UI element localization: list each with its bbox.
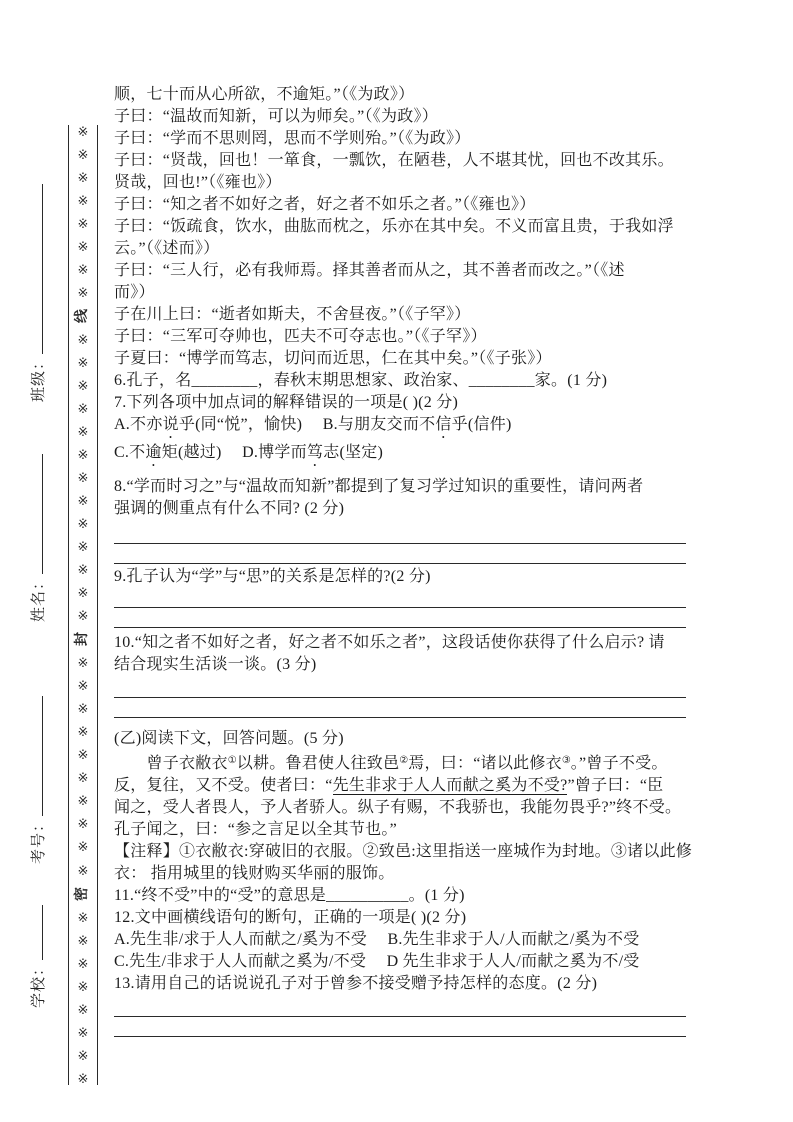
note-marker: ② <box>399 755 409 766</box>
text-segment: 子曰：“温故而知新，可以为师矣。”（《为政》） <box>114 108 438 125</box>
text-segment: A.不亦 <box>114 416 163 433</box>
text-line <box>114 841 693 863</box>
seal-asterisk: ※ <box>77 216 89 232</box>
text-line <box>114 797 686 819</box>
text-segment: 13.请用自己的话说说孔子对于曾参不接受赠予持怎样的态度。(2 分) <box>114 975 598 992</box>
text-segment: 贤哉，回也!”（《雍也》） <box>114 174 282 191</box>
info-field <box>27 696 48 864</box>
text-segment: 云。”（《述而》） <box>114 240 220 257</box>
text-segment: 9.孔子认为“学”与“思”的关系是怎样的?(2 分) <box>114 568 431 585</box>
seal-asterisk: ※ <box>77 678 89 694</box>
text-segment: 孔子闻之，曰：“参之言足以全其节也。” <box>114 821 397 838</box>
text-segment: 闻之，受人者畏人，予人者骄人。纵子有赐，不我骄也，我能勿畏乎?”终不受。 <box>114 799 682 816</box>
text-line <box>114 775 686 797</box>
text-line <box>114 728 686 750</box>
text-line <box>114 632 686 654</box>
seal-asterisk: ※ <box>77 608 89 624</box>
emphasis-dotted-text: 逾 <box>145 444 162 461</box>
seal-line-band <box>68 125 98 1085</box>
text-line <box>114 885 686 907</box>
text-segment: C.不 <box>114 444 146 461</box>
seal-asterisk: ※ <box>77 124 89 139</box>
info-field-label: 姓名： <box>31 573 47 622</box>
seal-asterisk: ※ <box>77 285 89 301</box>
text-segment: 子曰：“学而不思则罔，思而不学则殆。”（《为政》） <box>114 130 471 147</box>
text-segment: 10.“知之者不如好之者，好之者不如乐之者”，这段话使你获得了什么启示? 请 <box>114 634 665 651</box>
info-field-blank <box>29 696 43 816</box>
text-line <box>114 282 686 304</box>
text-line <box>114 498 686 520</box>
answer-line <box>114 1017 686 1037</box>
text-segment: 【注释】①衣敝衣:穿破旧的衣服。②致邑:这里指送一座城作为封地。③诸以此修 <box>114 843 693 860</box>
seal-asterisk: ※ <box>77 401 89 417</box>
info-field-blank <box>29 905 43 960</box>
text-segment: 子曰：“三军可夺帅也，匹夫不可夺志也。”（《子罕》） <box>114 328 487 345</box>
spacer <box>114 718 686 728</box>
seal-asterisk: ※ <box>77 839 89 855</box>
text-line <box>114 326 686 348</box>
seal-asterisk: ※ <box>77 562 89 578</box>
text-line <box>114 172 686 194</box>
seal-asterisk: ※ <box>77 955 89 971</box>
text-line <box>114 260 686 282</box>
text-line <box>114 442 686 470</box>
emphasis-dotted-text: 信 <box>435 416 452 433</box>
emphasis-dotted-text: 说 <box>162 416 179 433</box>
text-line <box>114 304 686 326</box>
text-line <box>114 750 686 775</box>
text-line <box>114 238 686 260</box>
info-field-blank <box>29 454 43 574</box>
text-line <box>114 392 686 414</box>
seal-character: 封 <box>75 632 90 647</box>
seal-asterisk: ※ <box>77 332 89 348</box>
text-segment: A.先生非/求于人人而献之/奚为不受 B.先生非求于人/人而献之/奚为不受 <box>114 931 640 948</box>
answer-line <box>114 608 686 628</box>
text-line <box>114 348 686 370</box>
answer-line <box>114 698 686 718</box>
seal-asterisk: ※ <box>77 932 89 948</box>
info-field <box>27 905 48 1008</box>
seal-character: 密 <box>75 886 90 901</box>
text-segment: 子曰：“贤哉，回也！一箪食，一瓢饮，在陋巷，人不堪其忧，回也不改其乐。 <box>114 152 674 169</box>
text-segment: 顺，七十而从心所欲，不逾矩。”（《为政》） <box>114 86 415 103</box>
text-line <box>114 476 686 498</box>
seal-asterisk: ※ <box>77 724 89 740</box>
answer-line <box>114 588 686 608</box>
text-segment: 矩(越过) D.博学而 <box>161 444 307 461</box>
answer-line <box>114 524 686 544</box>
seal-asterisk: ※ <box>77 516 89 532</box>
text-segment: 12.文中画横线语句的断句，正确的一项是( )(2 分) <box>114 909 467 926</box>
info-field-blank <box>29 184 43 354</box>
text-line <box>114 194 686 216</box>
text-segment: 子曰：“三人行，必有我师焉。择其善者而从之，其不善者而改之。”（《述 <box>114 262 625 279</box>
text-segment: 6.孔子，名________，春秋末期思想家、政治家、________家。(1 分) <box>114 372 608 389</box>
text-line <box>114 216 686 238</box>
seal-asterisk: ※ <box>77 493 89 509</box>
text-segment: 乎(同“悦”，愉快) B.与朋友交而不 <box>178 416 436 433</box>
text-segment: 衣： 指用城里的钱财购买华丽的服饰。 <box>114 865 395 882</box>
seal-asterisk: ※ <box>77 1024 89 1040</box>
text-segment: 结合现实生活谈一谈。(3 分) <box>114 656 317 673</box>
seal-asterisk: ※ <box>77 585 89 601</box>
answer-line <box>114 678 686 698</box>
text-line <box>114 654 686 676</box>
seal-asterisk: ※ <box>77 262 89 278</box>
seal-asterisk: ※ <box>77 770 89 786</box>
text-segment: 焉，曰：“诸以此修衣 <box>408 755 562 772</box>
seal-asterisk: ※ <box>77 378 89 394</box>
info-field-label: 考号： <box>31 815 47 864</box>
text-segment: 乎(信件) <box>451 416 512 433</box>
text-line <box>114 863 686 885</box>
seal-asterisk: ※ <box>77 1047 89 1063</box>
seal-asterisk: ※ <box>77 355 89 371</box>
note-marker: ① <box>227 755 237 766</box>
info-field <box>27 184 48 402</box>
seal-asterisk: ※ <box>77 424 89 440</box>
text-segment: 曾子衣敝衣 <box>114 755 228 772</box>
text-segment: 子在川上曰：“逝者如斯夫，不舍昼夜。”（《子罕》） <box>114 306 471 323</box>
text-segment: 子曰：“知之者不如好之者，好之者不如乐之者。”（《雍也》） <box>114 196 536 213</box>
note-marker: ③ <box>561 755 571 766</box>
text-segment: 强调的侧重点有什么不同? (2 分) <box>114 500 345 517</box>
text-segment: 。”曾子不受。 <box>570 755 668 772</box>
answer-line <box>114 997 686 1017</box>
text-segment: 以耕。鲁君使人往致邑 <box>236 755 400 772</box>
seal-asterisk: ※ <box>77 470 89 486</box>
text-line <box>114 106 686 128</box>
seal-asterisk: ※ <box>77 193 89 209</box>
exam-content <box>114 84 693 1037</box>
seal-asterisk: ※ <box>77 1001 89 1017</box>
seal-asterisk: ※ <box>77 655 89 671</box>
text-segment: 7.下列各项中加点词的解释错误的一项是( )(2 分) <box>114 394 459 411</box>
text-segment: C.先生/非求于人人而献之奚为/不受 D 先生非求于人人/而献之奚为不/受 <box>114 953 640 970</box>
text-segment: 反，复往，又不受。使者曰：“ <box>114 777 333 794</box>
underlined-text: 先生非求于人人而献之奚为不受? <box>332 777 568 794</box>
text-segment: 子曰：“饭疏食，饮水，曲肱而枕之，乐亦在其中矣。不义而富且贵，于我如浮 <box>114 218 674 235</box>
text-segment: 而》） <box>114 284 155 301</box>
text-segment: ”曾子曰：“臣 <box>567 777 664 794</box>
seal-character: 线 <box>75 309 90 324</box>
seal-asterisk: ※ <box>77 862 89 878</box>
info-field-label: 学校： <box>31 959 47 1008</box>
text-line <box>114 819 686 841</box>
seal-asterisk: ※ <box>77 239 89 255</box>
text-segment: 志(坚定) <box>323 444 384 461</box>
text-segment: (乙)阅读下文，回答问题。(5 分) <box>114 730 344 747</box>
info-field-label: 班级： <box>31 353 47 402</box>
seal-asterisk: ※ <box>77 1070 89 1086</box>
info-field <box>27 454 48 622</box>
text-line <box>114 907 686 929</box>
text-line <box>114 128 686 150</box>
text-line <box>114 414 686 442</box>
seal-asterisk: ※ <box>77 147 89 163</box>
text-line <box>114 370 686 392</box>
text-segment: 子夏曰：“博学而笃志，切问而近思，仁在其中矣。”（《子张》） <box>114 350 552 367</box>
seal-asterisk: ※ <box>77 170 89 186</box>
seal-asterisk: ※ <box>77 909 89 925</box>
seal-asterisk: ※ <box>77 793 89 809</box>
seal-asterisk: ※ <box>77 447 89 463</box>
text-segment: 8.“学而时习之”与“温故而知新”都提到了复习学过知识的重要性，请问两者 <box>114 478 644 495</box>
seal-asterisk: ※ <box>77 816 89 832</box>
seal-asterisk: ※ <box>77 701 89 717</box>
text-segment: 11.“终不受”中的“受”的意思是__________。(1 分) <box>114 887 465 904</box>
emphasis-dotted-text: 笃 <box>306 444 324 461</box>
text-line <box>114 84 686 106</box>
seal-asterisk: ※ <box>77 747 89 763</box>
text-line <box>114 566 686 588</box>
text-line <box>114 150 686 172</box>
seal-asterisk: ※ <box>77 539 89 555</box>
text-line <box>114 951 686 973</box>
seal-asterisk: ※ <box>77 978 89 994</box>
text-line <box>114 973 686 995</box>
answer-line <box>114 544 686 564</box>
text-line <box>114 929 686 951</box>
